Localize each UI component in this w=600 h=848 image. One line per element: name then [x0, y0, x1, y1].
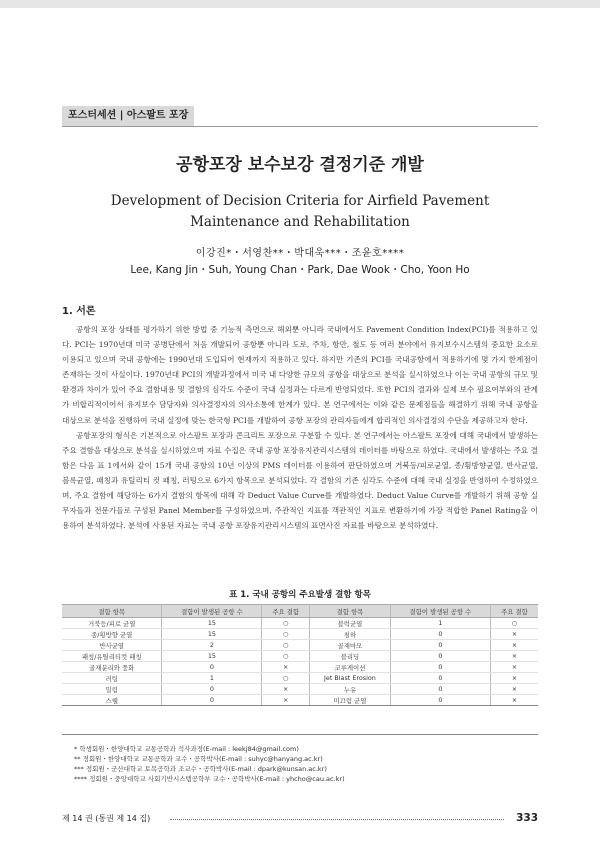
table-cell: 누유	[310, 684, 391, 695]
table-cell: 1	[390, 618, 490, 629]
title-english: Development of Decision Criteria for Airfield Pavement Maintenance and Rehabilitation	[110, 193, 490, 230]
paragraph: 공항포장의 형식은 기본적으로 아스팔트 포장과 콘크리트 포장으로 구분할 수 있다. 본 연구에서는 아스팔트 포장에 대해 국내에서 발생하는 주요 결함을 대상으로 분석을 실시하였으며 자료 수집은 국내 공항 포장유지관리시스템의 데이터를 바탕으로 하였다. 국내에서 발생하는 주요 결함은 다음 표 1에서와 같이 15개 국내 공항의 10년 이상의 PMS 데이터를 이용하여 판단하였으며 거북등/피로균열, 종/횡방향균열, 반사균열, 블록균열, 패칭과 유틸리티 컷 패칭, 러팅으로 6가지 항목으로 분석되었다. 각 결함의 기존 심각도 수준에 대해 국내 실정을 반영하여 수정하였으며, 주요 결함에 해당하는 6가지 결함의 항목에 대해 각 Deduct Value Curve를 개발하였다. Deduct Value Curve를 개발하기 위해 공항 실무자들과 전문가들로 구성된 Panel Member를 구성하였으며, 주관적인 지표를 객관적인 지표로 변환하기에 가장 적합한 Panel Rating을 이용하여 분석하였다. 분석에 사용된 자료는 국내 공항 포장유지관리시스템의 표면사진 자료를 바탕으로 분석하였다.	[62, 430, 538, 531]
paragraph: 공항의 포장 상태를 평가하기 위한 방법 중 기능적 측면으로 해외뿐 아니라 국내에서도 Pavement Condition Index(PCI)를 적용하고 있다. PCI는 1970년대 미국 공병단에서 처음 개발되어 공항뿐 아니라 도로, 주차, 항만, 철도 등 여러 분야에서 유지보수시스템의 중요한 요소로 이용되고 있으며 국내 공항에는 1990년대 도입되어 현재까지 적용하고 있다. 하지만 기존의 PCI를 국내공항에서 적용하기에 몇 가지 한계점이 존재하는 것이 사실이다. 1970년대 PCI의 개발과정에서 미국 내 다양한 규모의 공항을 대상으로 분석을 실시하였으나 이는 국내 공항의 규모 및 환경과 차이가 있어 주요 결함내용 및 결함의 심각도 수준이 국내 실정과는 다르게 반영되었다. 또한 PCI의 결과와 실제 보수 필요여부와의 관계가 비합리적이어서 유지보수 담당자와 의사결정자의 의사소통에 한계가 있다. 본 연구에서는 이와 같은 문제점들을 해결하기 위해 국내 공항을 대상으로 분석을 진행하여 국내 실정에 맞는 한국형 PCI를 개발하여 공항 포장의 관리자들에게 합리적인 의사결정의 수단을 제공하고자 한다.	[62, 325, 538, 425]
table-cell: ○	[262, 629, 310, 640]
table-cell: ×	[262, 684, 310, 695]
table-header-cell: 결함이 발생된 공항 수	[162, 605, 262, 618]
page-footer	[62, 812, 538, 826]
body-text	[62, 322, 538, 533]
table-cell: 종/횡방향 균열	[62, 629, 162, 640]
table-cell: ○	[262, 651, 310, 662]
footnote: ** 정회원・한양대학교 교통공학과 교수・공학박사(E-mail : suhyc@hanyang.ac.kr)	[74, 755, 323, 763]
table-cell: 0	[162, 695, 262, 706]
table-cell: 0	[390, 651, 490, 662]
authors-english: Lee, Kang Jin・Suh, Young Chan・Park, Dae Wook・Cho, Yoon Ho	[130, 264, 470, 276]
table-cell: 15	[162, 618, 262, 629]
table-cell: 0	[390, 629, 490, 640]
table-cell: ×	[490, 651, 538, 662]
table-row	[62, 673, 538, 684]
table-cell: ×	[490, 640, 538, 651]
table-cell: ×	[262, 662, 310, 673]
table-cell: 15	[162, 651, 262, 662]
table-row	[62, 629, 538, 640]
table-cell: 거북등/피로 균열	[62, 618, 162, 629]
section-heading: 1. 서론	[62, 306, 96, 317]
table-cell: 패칭/유틸리티컷 패칭	[62, 651, 162, 662]
footer-leader-dots	[170, 819, 504, 820]
page-number: 333	[516, 812, 538, 824]
table-cell: 러팅	[62, 673, 162, 684]
table-cell: 골재마모	[310, 640, 391, 651]
table-cell: 15	[162, 629, 262, 640]
table-row	[62, 684, 538, 695]
table-cell: ×	[490, 673, 538, 684]
table-cell: 1	[162, 673, 262, 684]
table-cell: ○	[262, 640, 310, 651]
footnote: * 학생회원・한양대학교 교통공학과 석사과정(E-mail : leekj84@gmail.com)	[74, 745, 299, 753]
footnote-rule	[62, 734, 538, 735]
section-tag: 포스터세션 | 아스팔트 포장	[62, 106, 194, 126]
table-cell: 블리딩	[310, 651, 391, 662]
table-header-cell: 결함 항목	[310, 605, 391, 618]
table-cell: 반사균열	[62, 640, 162, 651]
authors-korean: 이강진*・서영찬**・박대욱***・조윤호****	[195, 248, 405, 259]
footnote: **** 정회원・중앙대학교 사회기반시스템공학부 교수・공학박사(E-mail : yhcho@cau.ac.kr)	[74, 775, 345, 783]
footnote: *** 정회원・군산대학교 토목공학과 조교수・공학박사(E-mail : dpark@kunsan.ac.kr)	[74, 765, 327, 773]
table-header-row	[62, 605, 538, 618]
table-header-cell: 결함 항목	[62, 605, 162, 618]
header-rule	[62, 126, 538, 127]
table-cell: 0	[390, 662, 490, 673]
table-cell: ×	[490, 662, 538, 673]
table-cell: ○	[490, 618, 538, 629]
table-cell: 2	[162, 640, 262, 651]
table-cell: ○	[262, 618, 310, 629]
table-cell: ×	[262, 695, 310, 706]
table-cell: 0	[390, 673, 490, 684]
table-cell: 0	[162, 662, 262, 673]
table-header-cell: 결함이 발생된 공항 수	[390, 605, 490, 618]
table-cell: 골재분리와 풍화	[62, 662, 162, 673]
table-cell: 스웰	[62, 695, 162, 706]
table-row	[62, 640, 538, 651]
table-cell: 0	[162, 684, 262, 695]
table-cell: ○	[262, 673, 310, 684]
table-header-cell: 주요 결함	[262, 605, 310, 618]
table-cell: 0	[390, 695, 490, 706]
title-korean: 공항포장 보수보강 결정기준 개발	[176, 155, 424, 175]
table-caption: 표 1. 국내 공항의 주요발생 결함 항목	[229, 590, 371, 600]
table-cell: ×	[490, 629, 538, 640]
table-cell: ×	[490, 695, 538, 706]
table-cell: 코루게이션	[310, 662, 391, 673]
table-cell: 미끄럼 균열	[310, 695, 391, 706]
table-cell: 블럭균열	[310, 618, 391, 629]
table-cell: 0	[390, 640, 490, 651]
table-row	[62, 662, 538, 673]
table-cell: ×	[490, 684, 538, 695]
table-cell: Jet Blast Erosion	[310, 673, 391, 684]
table-cell: 0	[390, 684, 490, 695]
footnotes	[74, 744, 345, 784]
top-band	[0, 0, 600, 8]
table-cell: 침하	[310, 629, 391, 640]
volume-label: 제 14 권 (통권 제 14 집)	[62, 814, 151, 823]
defect-table	[62, 604, 538, 706]
table-row	[62, 695, 538, 706]
table-header-cell: 주요 결함	[490, 605, 538, 618]
table-row	[62, 651, 538, 662]
table-cell: 밀림	[62, 684, 162, 695]
table-row	[62, 618, 538, 629]
